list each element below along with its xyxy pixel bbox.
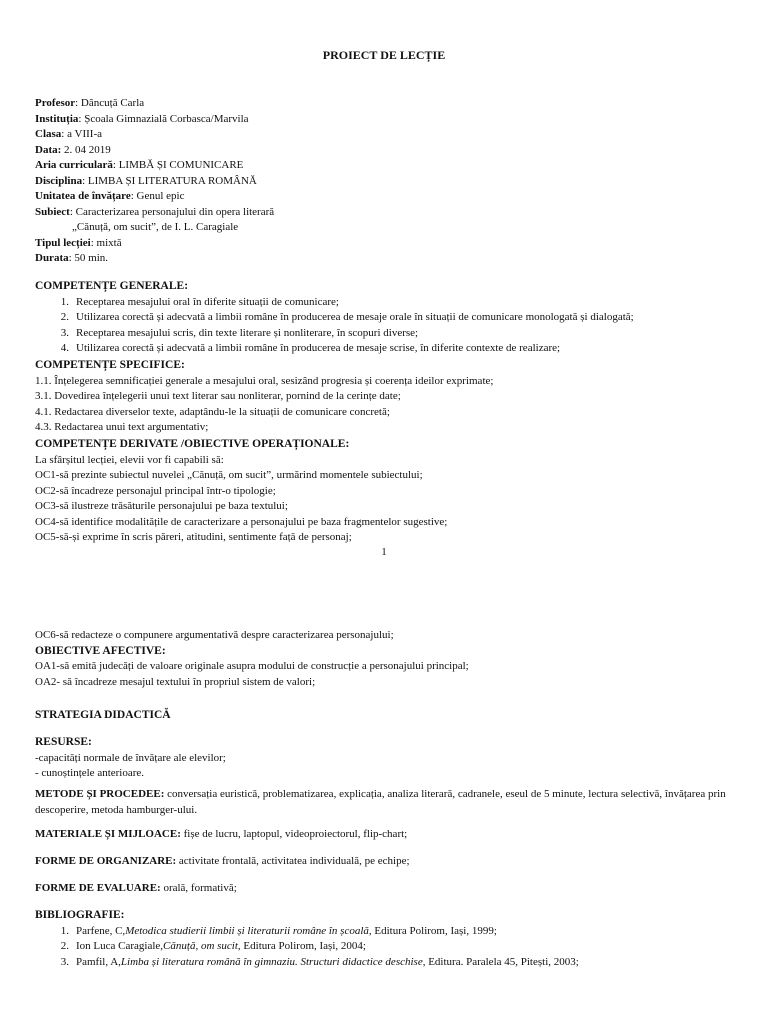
- list-item: 4.1. Redactarea diverselor texte, adaptându-le la situații de comunicare concretă;: [35, 405, 390, 418]
- forme-evaluare-section: [35, 881, 728, 897]
- list-item: 2. Utilizarea corectă și adecvată a limbii române în producerea de mesaje orale în situații de comunicare monologată și dialogată;: [60, 311, 634, 323]
- lesson-info: [35, 96, 728, 267]
- materiale-label: MATERIALE ȘI MIJLOACE:: [35, 828, 181, 840]
- info-disciplina: Disciplina: LIMBA ȘI LITERATURA ROMÂNĂ: [35, 174, 257, 187]
- list-item: 1. Receptarea mesajului oral în diferite situații de comunicare;: [60, 295, 339, 308]
- forme-evaluare-label: FORME DE EVALUARE:: [35, 882, 161, 894]
- list-item: OA1-să emită judecăți de valoare originale asupra modului de construcție a personajului principal;: [35, 660, 469, 672]
- list-item: OC1-să prezinte subiectul nuvelei „Cănuță, om sucit”, urmărind momentele subiectului;: [35, 469, 423, 481]
- competente-derivate-heading: COMPETENȚE DERIVATE /OBIECTIVE OPERAȚIONALE:: [35, 438, 350, 450]
- forme-organizare-text: activitate frontală, activitatea individuală, pe echipe;: [176, 855, 410, 867]
- info-tipul: Tipul lecției: mixtă: [35, 236, 122, 249]
- info-profesor: Profesor: Dâncuță Carla: [35, 97, 145, 109]
- info-durata: Durata: 50 min.: [35, 252, 109, 264]
- list-item: -capacități normale de învățare ale elevilor;: [35, 751, 226, 764]
- competente-derivate-intro: La sfârșitul lecției, elevii vor fi capabili să:: [35, 453, 224, 466]
- info-clasa: Clasa: a VIII-a: [35, 128, 102, 140]
- list-item: 1.1. Înțelegerea semnificației generale a mesajului oral, sesizând progresia și coerența ideilor exprimate;: [35, 374, 494, 387]
- info-unitatea: Unitatea de învățare: Genul epic: [35, 190, 185, 202]
- forme-organizare-section: [35, 854, 728, 870]
- materiale-text: fișe de lucru, laptopul, videoproiectorul, flip-chart;: [180, 828, 408, 840]
- info-subiect-line2: „Cănuță, om sucit”, de I. L. Caragiale: [72, 221, 239, 233]
- resurse-heading: RESURSE:: [35, 736, 92, 748]
- forme-organizare-label: FORME DE ORGANIZARE:: [35, 855, 177, 867]
- list-item: 2. Ion Luca Caragiale, Cănuță, om sucit , Editura Polirom, Iași, 2004;: [60, 940, 366, 952]
- document-title: PROIECT DE LECȚIE: [322, 48, 446, 62]
- list-item: OC3-să ilustreze trăsăturile personajului pe baza textului;: [35, 500, 288, 512]
- competente-generale-list: [35, 295, 728, 357]
- obiective-afective-heading: OBIECTIVE AFECTIVE:: [35, 644, 166, 657]
- info-institutia: Instituția: Școala Gimnazială Corbasca/Marvila: [35, 112, 249, 125]
- bibliografie-heading: BIBLIOGRAFIE:: [35, 909, 125, 921]
- list-item: OC4-să identifice modalitățile de caracterizare a personajului pe baza fragmentelor sugestive;: [35, 515, 448, 528]
- list-item: OC5-să-și exprime în scris păreri, atitudini, sentimente față de personaj;: [35, 531, 352, 543]
- list-item: 3. Receptarea mesajului scris, din texte literare și nonliterare, în scopuri diverse;: [60, 326, 419, 339]
- list-item: - cunoștințele anterioare.: [35, 767, 145, 779]
- list-item: OC2-să încadreze personajul principal într-o tipologie;: [35, 484, 276, 497]
- competente-generale-section: [35, 279, 728, 357]
- competente-specifice-section: [35, 358, 728, 436]
- metode-section: [35, 787, 728, 818]
- list-item: OA2- să încadreze mesajul textului în propriul sistem de valori;: [35, 675, 316, 688]
- list-item: 3. Pamfil, A, Limba și literatura română în gimnaziu. Structuri didactice deschise , Editura. Paralela 45, Pitești, 2003;: [60, 955, 579, 968]
- strategia-heading: STRATEGIA DIDACTICĂ: [35, 709, 171, 721]
- continuation-section: [35, 628, 728, 690]
- list-item: 3.1. Dovedirea înțelegerii unui text literar sau nonliterar, pornind de la cerințe date;: [35, 390, 401, 402]
- competente-generale-heading: COMPETENȚE GENERALE:: [35, 280, 189, 292]
- info-subiect: Subiect: Caracterizarea personajului din opera literară: [35, 205, 275, 218]
- list-item: 4.3. Redactarea unui text argumentativ;: [35, 421, 209, 433]
- page-number: 1: [381, 546, 387, 558]
- bibliografie-list: [35, 924, 728, 971]
- metode-text: conversația euristică, problematizarea, explicația, analiza literară, cadranele, eseul de 5 minute, lectura selectivă, învățarea prin descoperire, metoda hamburger-ului.: [35, 788, 726, 816]
- list-item: 1. Parfene, C, Metodica studierii limbii și literaturii române în școală , Editura Polirom, Iași, 1999;: [60, 924, 497, 937]
- list-item: 4. Utilizarea corectă și adecvată a limbii române în producerea de mesaje scrise, în diferite contexte de realizare;: [60, 342, 561, 354]
- resurse-section: [35, 735, 728, 782]
- materiale-section: [35, 827, 728, 843]
- bibliografie-section: [35, 908, 728, 970]
- competente-derivate-section: [35, 437, 728, 546]
- forme-evaluare-text: orală, formativă;: [160, 882, 237, 894]
- list-item: OC6-să redacteze o compunere argumentativă despre caracterizarea personajului;: [35, 629, 394, 641]
- info-data: Data: 2. 04 2019: [35, 143, 111, 156]
- competente-specifice-heading: COMPETENȚE SPECIFICE:: [35, 359, 185, 371]
- metode-label: METODE ȘI PROCEDEE:: [35, 788, 165, 800]
- info-aria: Aria curriculară: LIMBĂ ȘI COMUNICARE: [35, 159, 244, 171]
